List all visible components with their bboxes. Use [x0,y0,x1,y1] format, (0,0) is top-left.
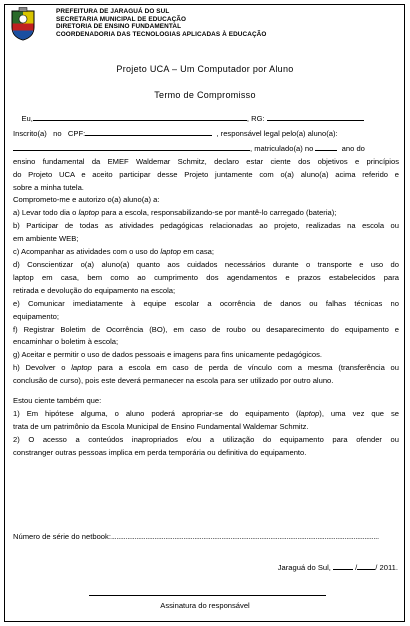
institution-header [56,8,266,39]
document-title: Projeto UCA – Um Computador por Aluno [116,64,294,74]
municipal-crest-icon [10,7,36,41]
date-line: Jaraguá do Sul, / / 2011. [278,560,398,572]
item-g: g) Aceitar e permitir o uso de dados pessoais e imagens para fins unicamente pedagógicos. [13,350,322,360]
serial-number-label: Número de série do netbook: [13,532,111,541]
item-e-2: equipamento; [13,311,60,321]
item-h-2: conclusão de curso), pois este deverá permanecer na escola para ser utilizado por outro aluno. [13,376,334,386]
grade-field[interactable] [315,141,337,151]
item-f-2: encaminhar o boletim à escola; [13,337,119,347]
item-d-3: retirada e devolução do equipamento na escola; [13,285,176,295]
serial-number-line [13,532,379,541]
name-field[interactable] [33,111,247,121]
item-e-1: e) Comunicar imediatamente à equipe escolar a ocorrência de danos ou falhas técnicas no [13,298,399,308]
document-subtitle: Termo de Compromisso [154,90,256,100]
aware-1-b: trata de um patrimônio da Escola Municipal de Ensino Fundamental Waldemar Schmitz. [13,421,309,431]
month-field[interactable] [357,560,375,570]
intro-line-6: sobre a minha tutela. [13,182,84,192]
intro-line-4: ensino fundamental da EMEF Waldemar Schmitz, declaro estar ciente dos objetivos e princípios [13,156,399,166]
header-line-3: DIRETORIA DE ENSINO FUNDAMENTAL [56,23,182,31]
name-line: Eu, , RG: [13,111,399,126]
header-line-4: COORDENADORIA DAS TECNOLOGIAS APLICADAS À EDUCAÇÃO [56,31,267,39]
aware-1-a: 1) Em hipótese alguma, o aluno poderá apropriar-se do equipamento (laptop), uma vez que se [13,408,399,418]
signature-field[interactable] [89,595,326,596]
item-f-1: f) Registrar Boletim de Ocorrência (BO), em caso de roubo ou desaparecimento do equipamento e [13,324,399,334]
date-year: 2011. [379,563,398,572]
item-b-2: em ambiente WEB; [13,234,79,244]
item-d-1: d) Conscientizar o(a) aluno(a) quanto aos cuidados necessários durante o transporte e uso do [13,259,399,269]
intro-line-5: do Projeto UCA e aceito participar desse Projeto juntamente com o(a) aluno(a) acima referido e [13,169,399,179]
header-line-1: PREFEITURA DE JARAGUÁ DO SUL [56,8,170,15]
serial-number-field[interactable]: .................................................................................................................................................... [110,532,379,541]
student-line: , matriculado(a) no ano do [13,141,399,156]
item-c: c) Acompanhar as atividades com o uso do laptop em casa; [13,247,214,257]
item-h-1: h) Devolver o laptop para a escola em caso de perda de vínculo com a mesma (transferência ou [13,363,399,373]
item-b-1: b) Participar de todas as atividades pedagógicas relacionadas ao projeto, realizadas na escola ou [13,221,399,231]
signature-label: Assinatura do responsável [160,601,250,610]
item-a: a) Levar todo dia o laptop para a escola, responsabilizando-se por mantê-lo carregado (bateria); [13,208,337,218]
cpf-field[interactable] [85,126,212,136]
header-line-2: SECRETARIA MUNICIPAL DE EDUCAÇÃO [56,15,187,23]
date-place: Jaraguá do Sul, [277,563,331,572]
day-field[interactable] [333,560,353,570]
commit-heading: Comprometo-me e autorizo o(a) aluno(a) a: [13,195,160,205]
aware-heading: Estou ciente também que: [13,396,102,406]
cpf-line: Inscrito(a) no CPF: , responsável legal pelo(a) aluno(a): [13,126,399,141]
aware-2-a: 2) O acesso a conteúdos inapropriados e/ou a utilização do equipamento para ofender ou [13,434,399,444]
student-name-field[interactable] [13,141,250,151]
aware-2-b: constranger outras pessoas implica em perda temporária ou definitiva do equipamento. [13,447,307,457]
item-d-2: laptop em casa, bem como ao cumprimento dos agendamentos e prazos estabelecidos para [13,272,399,282]
document-body [13,111,399,460]
rg-field[interactable] [267,111,364,121]
